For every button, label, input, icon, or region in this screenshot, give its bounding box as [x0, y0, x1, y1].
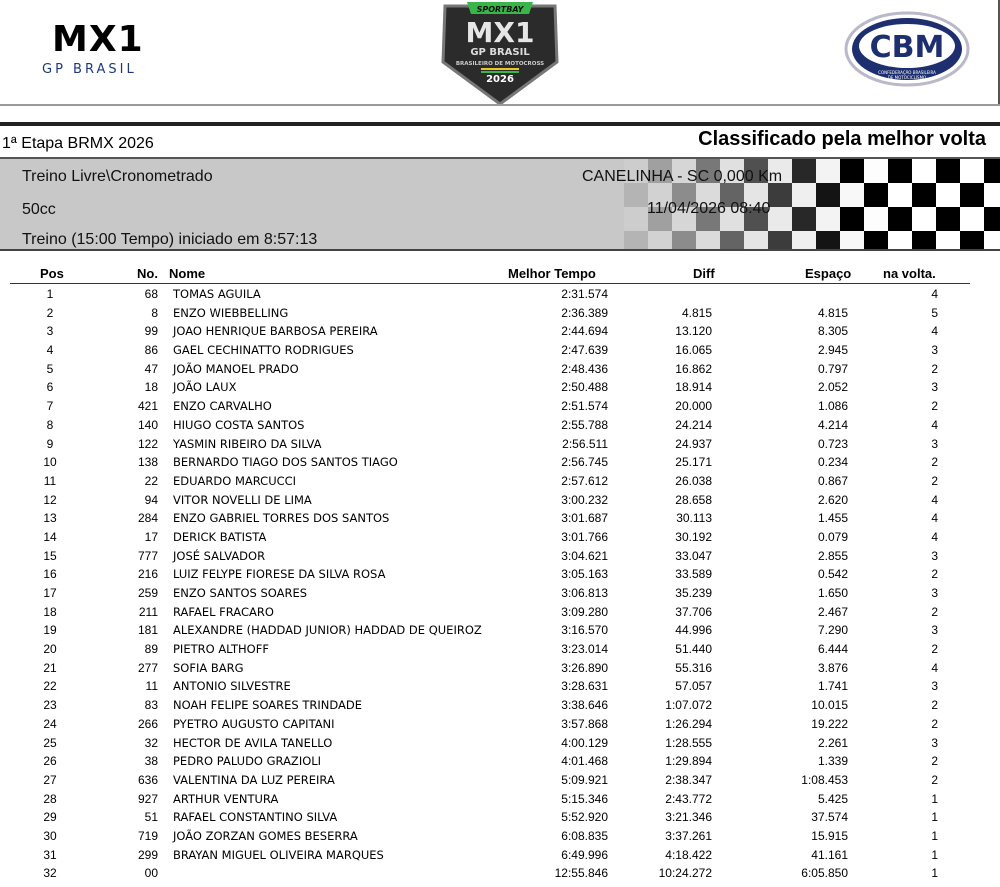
mx1-logo-mark: MX1 [52, 19, 144, 60]
row-lap: 2 [931, 399, 938, 414]
row-lap: 1 [931, 847, 938, 862]
row-best-time: 2:57.612 [561, 473, 608, 488]
svg-text:MX1: MX1 [465, 16, 535, 49]
row-pos: 13 [43, 511, 57, 526]
row-lap: 2 [931, 698, 938, 713]
row-pos: 23 [43, 698, 57, 713]
row-lap: 4 [931, 417, 938, 432]
event-title: 1ª Etapa BRMX 2026 [2, 135, 154, 152]
row-name: RAFAEL FRACARO [173, 604, 274, 619]
row-diff: 4:18.422 [665, 847, 712, 862]
row-name: HECTOR DE AVILA TANELLO [173, 735, 333, 750]
row-best-time: 4:01.468 [561, 754, 608, 769]
row-best-time: 5:09.921 [561, 772, 608, 787]
table-row [0, 565, 1000, 584]
mx1-logo-subtitle: GP BRASIL [42, 62, 137, 77]
row-gap: 0.234 [817, 455, 848, 470]
row-diff: 37.706 [675, 604, 712, 619]
row-lap: 3 [931, 343, 938, 358]
row-best-time: 2:56.745 [561, 455, 608, 470]
row-gap: 8.305 [817, 324, 848, 339]
row-lap: 2 [931, 754, 938, 769]
row-lap: 1 [931, 866, 938, 881]
row-best-time: 3:38.646 [561, 698, 608, 713]
row-diff: 1:07.072 [665, 698, 712, 713]
row-pos: 3 [46, 324, 54, 339]
table-header-rule [10, 283, 970, 284]
row-name: HIUGO COSTA SANTOS [173, 417, 305, 432]
row-best-time: 5:52.920 [561, 810, 608, 825]
row-gap: 4.214 [817, 417, 848, 432]
col-gap: Espaço [805, 266, 852, 281]
row-pos: 2 [46, 305, 54, 320]
row-pos: 14 [43, 529, 57, 544]
row-pos: 20 [43, 642, 57, 657]
row-gap: 0.797 [817, 361, 848, 376]
row-lap: 4 [931, 511, 938, 526]
row-number: 777 [137, 548, 158, 563]
row-name: JOAO HENRIQUE BARBOSA PEREIRA [173, 324, 378, 339]
row-pos: 17 [43, 586, 57, 600]
row-name: ALEXANDRE (HADDAD JUNIOR) HADDAD DE QUEIROZ [173, 623, 482, 638]
row-name: NOAH FELIPE SOARES TRINDADE [173, 698, 363, 713]
row-best-time: 3:00.232 [561, 492, 608, 507]
row-pos: 9 [46, 436, 54, 451]
row-number: 719 [137, 828, 158, 843]
row-gap: 0.079 [817, 529, 848, 544]
table-row [0, 640, 1000, 659]
svg-text:CBM: CBM [869, 30, 945, 65]
row-diff: 2:38.347 [665, 772, 712, 787]
row-number: 284 [137, 511, 158, 526]
table-row [0, 378, 1000, 397]
row-pos: 15 [43, 548, 57, 563]
row-number: 22 [144, 473, 158, 488]
table-row [0, 341, 1000, 360]
row-diff: 55.316 [675, 660, 712, 675]
row-best-time: 3:01.687 [561, 511, 608, 526]
row-gap: 1.650 [817, 586, 848, 600]
row-pos: 1 [46, 287, 54, 301]
row-lap: 3 [931, 548, 938, 563]
row-best-time: 2:47.639 [561, 343, 608, 358]
row-diff: 57.057 [675, 679, 712, 694]
row-gap: 37.574 [811, 810, 848, 825]
row-lap: 2 [931, 361, 938, 376]
row-name: ENZO GABRIEL TORRES DOS SANTOS [173, 511, 390, 526]
row-name: LUIZ FELYPE FIORESE DA SILVA ROSA [173, 567, 386, 582]
row-name: DERICK BATISTA [173, 529, 267, 544]
row-name: PIETRO ALTHOFF [173, 642, 269, 657]
table-row [0, 864, 1000, 883]
row-gap: 0.867 [817, 473, 848, 488]
mx1-gp-brasil-logo [40, 19, 180, 80]
row-number: 181 [137, 623, 158, 638]
row-gap: 3.876 [817, 660, 848, 675]
row-name: ENZO CARVALHO [173, 399, 272, 414]
table-row [0, 734, 1000, 753]
row-gap: 2.261 [817, 735, 848, 750]
row-diff: 1:28.555 [665, 735, 712, 750]
table-row [0, 528, 1000, 547]
row-number: 122 [137, 436, 158, 451]
row-diff: 30.113 [676, 511, 712, 526]
row-best-time: 2:48.436 [561, 361, 608, 376]
row-diff: 1:26.294 [665, 716, 712, 731]
row-gap: 1.455 [817, 511, 848, 526]
row-diff: 44.996 [675, 623, 712, 638]
row-number: 32 [144, 735, 158, 750]
row-diff: 25.171 [675, 455, 712, 470]
row-lap: 2 [931, 772, 938, 787]
row-pos: 18 [43, 604, 57, 619]
row-lap: 4 [931, 287, 938, 301]
col-diff: Diff [693, 266, 715, 281]
row-pos: 7 [46, 399, 54, 414]
session-location: CANELINHA - SC 0,000 Km [582, 168, 783, 185]
table-row [0, 715, 1000, 734]
row-lap: 2 [931, 567, 938, 582]
row-pos: 4 [46, 343, 54, 358]
row-number: 38 [144, 754, 158, 769]
row-gap: 6:05.850 [801, 866, 848, 881]
row-pos: 32 [43, 866, 57, 881]
row-gap: 15.915 [811, 828, 848, 843]
row-pos: 19 [43, 623, 57, 638]
row-gap: 2.945 [817, 343, 848, 358]
row-lap: 1 [931, 828, 938, 843]
row-lap: 1 [931, 791, 938, 806]
row-name: JOÃO ZORZAN GOMES BESERRA [173, 828, 358, 843]
row-pos: 29 [43, 810, 57, 825]
row-number: 138 [137, 455, 158, 470]
row-name: YASMIN RIBEIRO DA SILVA [173, 436, 322, 451]
col-name: Nome [169, 266, 206, 281]
row-pos: 30 [43, 828, 57, 843]
table-row [0, 584, 1000, 603]
row-gap: 10.015 [811, 698, 848, 713]
results-table-body [0, 285, 1000, 883]
row-best-time: 3:23.014 [561, 642, 608, 657]
row-gap: 2.855 [817, 548, 848, 563]
table-row [0, 846, 1000, 865]
row-diff: 30.192 [675, 529, 712, 544]
row-gap: 2.620 [817, 492, 848, 507]
table-row [0, 416, 1000, 435]
col-lap: na volta. [883, 266, 936, 281]
row-pos: 28 [43, 791, 57, 806]
table-row [0, 285, 1000, 304]
row-pos: 24 [43, 716, 57, 731]
row-gap: 1.086 [817, 399, 848, 414]
row-name: ENZO WIEBBELLING [173, 305, 289, 320]
row-lap: 2 [931, 455, 938, 470]
row-name: ENZO SANTOS SOARES [173, 586, 308, 600]
row-number: 277 [137, 660, 158, 675]
row-diff: 10:24.272 [658, 866, 712, 881]
row-diff: 1:29.894 [665, 754, 712, 769]
row-best-time: 3:16.570 [561, 623, 608, 638]
row-best-time: 3:01.766 [561, 529, 608, 544]
row-gap: 7.290 [817, 623, 848, 638]
row-diff: 18.914 [675, 380, 712, 395]
row-name: PEDRO PALUDO GRAZIOLI [173, 754, 322, 769]
row-gap: 1.339 [817, 754, 848, 769]
row-diff: 33.047 [675, 548, 712, 563]
table-row [0, 621, 1000, 640]
row-number: 47 [144, 361, 158, 376]
row-number: 18 [144, 380, 158, 395]
table-row [0, 808, 1000, 827]
table-row [0, 547, 1000, 566]
row-name: ARTHUR VENTURA [173, 791, 279, 806]
row-pos: 22 [43, 679, 57, 694]
row-gap: 1:08.453 [801, 772, 848, 787]
cbm-logo [844, 10, 970, 88]
row-best-time: 3:05.163 [561, 567, 608, 582]
row-name: PYETRO AUGUSTO CAPITANI [173, 716, 335, 731]
row-name: JOSÉ SALVADOR [173, 548, 266, 563]
row-name: GAEL CECHINATTO RODRIGUES [173, 343, 354, 358]
row-best-time: 6:08.835 [561, 828, 608, 843]
table-row [0, 771, 1000, 790]
row-diff: 24.214 [675, 417, 712, 432]
title-divider [0, 122, 1000, 126]
row-diff: 35.239 [675, 586, 712, 600]
row-best-time: 3:57.868 [561, 716, 608, 731]
row-name: JOÃO LAUX [173, 380, 237, 395]
row-number: 51 [144, 810, 158, 825]
row-lap: 2 [931, 642, 938, 657]
table-row [0, 435, 1000, 454]
row-best-time: 3:04.621 [561, 548, 608, 563]
col-pos: Pos [40, 266, 64, 281]
table-row [0, 827, 1000, 846]
session-type: Treino Livre\Cronometrado [22, 168, 213, 185]
row-number: 11 [145, 679, 158, 694]
row-pos: 12 [43, 492, 57, 507]
row-name: EDUARDO MARCUCCI [173, 473, 297, 488]
row-diff: 26.038 [675, 473, 712, 488]
row-lap: 4 [931, 660, 938, 675]
row-number: 68 [144, 287, 158, 301]
row-number: 266 [137, 716, 158, 731]
row-best-time: 6:49.996 [561, 847, 608, 862]
row-diff: 24.937 [675, 436, 712, 451]
row-lap: 2 [931, 473, 938, 488]
row-name: JOÃO MANOEL PRADO [173, 361, 299, 376]
row-lap: 4 [931, 324, 938, 339]
table-row [0, 659, 1000, 678]
table-row [0, 677, 1000, 696]
row-number: 00 [144, 866, 158, 881]
row-number: 89 [144, 642, 158, 657]
row-gap: 41.161 [811, 847, 848, 862]
row-number: 927 [137, 791, 158, 806]
row-lap: 4 [931, 492, 938, 507]
row-lap: 5 [931, 305, 938, 320]
row-number: 421 [137, 399, 158, 414]
table-row [0, 509, 1000, 528]
table-row [0, 790, 1000, 809]
row-name: SOFIA BARG [173, 660, 244, 675]
sort-criteria-title: Classificado pela melhor volta [698, 128, 986, 150]
row-best-time: 3:09.280 [561, 604, 608, 619]
row-lap: 3 [931, 735, 938, 750]
row-number: 17 [144, 529, 158, 544]
row-pos: 10 [43, 455, 57, 470]
row-pos: 5 [46, 361, 54, 376]
row-gap: 5.425 [817, 791, 848, 806]
row-number: 86 [144, 343, 158, 358]
row-best-time: 2:55.788 [561, 417, 608, 432]
row-number: 211 [138, 604, 158, 619]
session-datetime: 11/04/2026 08:40 [647, 200, 771, 217]
table-row [0, 491, 1000, 510]
row-gap: 4.815 [817, 305, 848, 320]
table-row [0, 360, 1000, 379]
row-diff: 20.000 [675, 399, 712, 414]
row-best-time: 2:31.574 [561, 287, 608, 301]
row-diff: 28.658 [675, 492, 712, 507]
row-number: 94 [144, 492, 158, 507]
svg-text:SPORTBAY: SPORTBAY [476, 5, 524, 14]
row-best-time: 2:50.488 [561, 380, 608, 395]
svg-text:GP BRASIL: GP BRASIL [470, 47, 530, 58]
row-name: ANTONIO SILVESTRE [173, 679, 291, 694]
table-row [0, 322, 1000, 341]
row-pos: 6 [46, 380, 54, 395]
table-row [0, 397, 1000, 416]
row-name: BRAYAN MIGUEL OLIVEIRA MARQUES [173, 847, 384, 862]
col-no: No. [137, 266, 158, 281]
row-gap: 19.222 [811, 716, 848, 731]
row-best-time: 2:44.694 [561, 324, 608, 339]
row-best-time: 2:51.574 [561, 399, 608, 414]
table-row [0, 453, 1000, 472]
row-number: 99 [144, 324, 158, 339]
row-diff: 3:21.346 [665, 810, 712, 825]
table-row [0, 472, 1000, 491]
row-diff: 3:37.261 [665, 828, 712, 843]
row-diff: 13.120 [675, 324, 712, 339]
svg-text:CONFEDERAÇÃO BRASILEIRA: CONFEDERAÇÃO BRASILEIRA [878, 70, 936, 75]
row-diff: 51.440 [675, 642, 712, 657]
row-best-time: 3:26.890 [561, 660, 608, 675]
col-best-time: Melhor Tempo [508, 266, 596, 281]
svg-text:BRASILEIRO DE MOTOCROSS: BRASILEIRO DE MOTOCROSS [455, 61, 545, 67]
row-best-time: 4:00.129 [561, 735, 608, 750]
row-pos: 26 [43, 754, 57, 769]
row-number: 83 [144, 698, 158, 713]
row-name: BERNARDO TIAGO DOS SANTOS TIAGO [173, 455, 398, 470]
row-name: VITOR NOVELLI DE LIMA [173, 492, 312, 507]
row-best-time: 2:56.511 [562, 436, 608, 451]
table-row [0, 752, 1000, 771]
row-diff: 4.815 [681, 305, 712, 320]
row-lap: 3 [931, 623, 938, 638]
row-pos: 27 [43, 772, 57, 787]
row-diff: 2:43.772 [665, 791, 712, 806]
row-best-time: 12:55.846 [554, 866, 608, 881]
row-lap: 1 [931, 810, 938, 825]
row-pos: 16 [43, 567, 57, 582]
row-best-time: 5:15.346 [561, 791, 608, 806]
row-gap: 2.052 [817, 380, 848, 395]
row-lap: 3 [931, 436, 938, 451]
row-number: 299 [137, 847, 158, 862]
svg-text:DE MOTOCICLISMO: DE MOTOCICLISMO [887, 75, 927, 80]
row-diff: 16.065 [675, 343, 712, 358]
session-status: Treino (15:00 Tempo) iniciado em 8:57:13 [22, 231, 318, 248]
row-lap: 2 [931, 604, 938, 619]
row-pos: 25 [43, 735, 57, 750]
row-lap: 3 [931, 679, 938, 694]
row-gap: 1.741 [817, 679, 848, 694]
table-row [0, 696, 1000, 715]
row-name: VALENTINA DA LUZ PEREIRA [173, 772, 335, 787]
row-diff: 16.862 [675, 361, 712, 376]
row-best-time: 2:36.389 [561, 305, 608, 320]
row-number: 259 [137, 586, 158, 600]
row-name: TOMAS AGUILA [173, 287, 261, 301]
row-lap: 3 [931, 586, 938, 600]
row-pos: 21 [43, 660, 57, 675]
row-name: RAFAEL CONSTANTINO SILVA [173, 810, 338, 825]
row-number: 216 [137, 567, 158, 582]
row-best-time: 3:06.813 [561, 586, 608, 600]
results-table-header [0, 262, 1000, 282]
row-number: 8 [151, 305, 158, 320]
row-pos: 11 [43, 473, 57, 488]
row-lap: 3 [931, 380, 938, 395]
row-gap: 0.723 [817, 436, 848, 451]
session-category: 50cc [22, 201, 56, 218]
row-best-time: 3:28.631 [561, 679, 608, 694]
svg-text:2026: 2026 [486, 74, 514, 85]
table-row [0, 304, 1000, 323]
row-pos: 31 [43, 847, 57, 862]
row-gap: 2.467 [817, 604, 848, 619]
row-gap: 6.444 [817, 642, 848, 657]
row-number: 636 [137, 772, 158, 787]
row-pos: 8 [46, 417, 54, 432]
session-info-panel [0, 157, 1000, 251]
row-number: 140 [137, 417, 158, 432]
row-gap: 0.542 [817, 567, 848, 582]
table-row [0, 603, 1000, 622]
brasileiro-motocross-shield-logo [437, 0, 563, 106]
row-lap: 4 [931, 529, 938, 544]
header-divider [0, 104, 1000, 106]
row-lap: 2 [931, 716, 938, 731]
row-diff: 33.589 [675, 567, 712, 582]
